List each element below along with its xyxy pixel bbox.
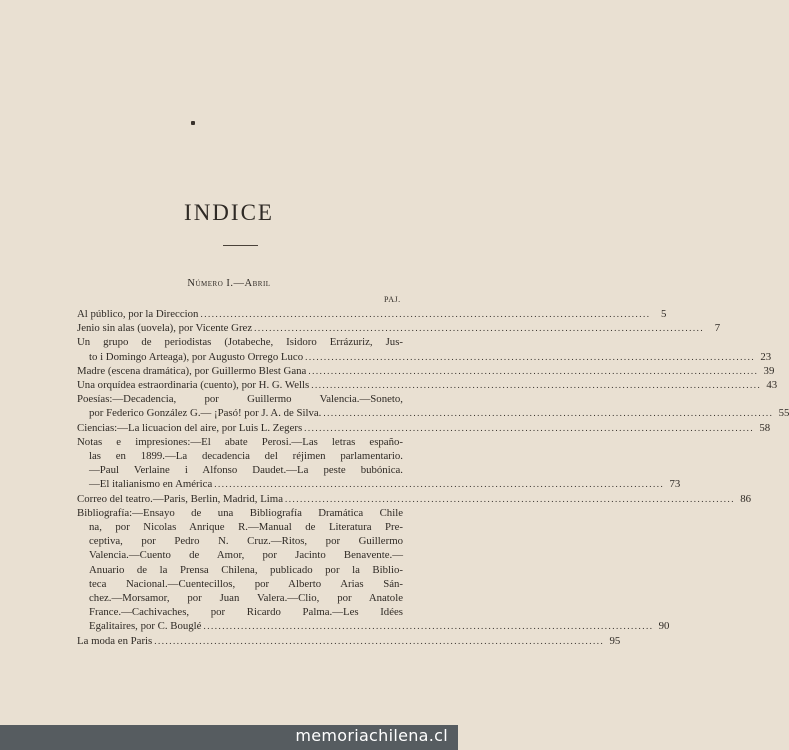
page-number: 43 bbox=[766, 379, 778, 392]
toc-line bbox=[77, 335, 403, 349]
toc-line bbox=[77, 548, 403, 562]
index-title: INDICE bbox=[184, 200, 274, 225]
page-number: 95 bbox=[609, 634, 621, 647]
entry-text: na, por Nicolas Anrique R.—Manual de Literatura Pre- bbox=[89, 521, 403, 534]
entry-text: —Paul Verlaine i Alfonso Daudet.—La peste bubónica. bbox=[89, 464, 403, 477]
dot-leader: ........................................................................................................................ bbox=[203, 621, 654, 632]
toc-line bbox=[77, 321, 721, 335]
entry-text: Anuario de la Prensa Chilena, publicado por la Biblio- bbox=[89, 563, 403, 576]
dot-leader: ........................................................................................................................ bbox=[154, 635, 605, 646]
entry-text: Valencia.—Cuento de Amor, por Jacinto Benavente.— bbox=[89, 549, 403, 562]
toc-line bbox=[77, 577, 403, 591]
page-number: 55 bbox=[778, 407, 789, 420]
entry-text: Ciencias:—La licuacion del aire, por Luis L. Zegers bbox=[77, 421, 303, 434]
entry-text: France.—Cachivaches, por Ricardo Palma.—Les Idées bbox=[89, 606, 403, 619]
page-number: 86 bbox=[740, 492, 751, 505]
toc-line bbox=[77, 350, 772, 364]
dot-leader: ........................................................................................................................ bbox=[323, 408, 774, 419]
entry-text: Poesías:—Decadencia, por Guillermo Valencia.—Soneto, bbox=[77, 393, 403, 406]
dot-leader: ........................................................................................................................ bbox=[304, 422, 755, 433]
dot-leader: ........................................................................................................................ bbox=[311, 380, 762, 391]
toc-line bbox=[77, 421, 771, 435]
toc-entry bbox=[77, 492, 751, 506]
toc-line bbox=[77, 477, 681, 491]
entry-text: teca Nacional.—Cuentecillos, por Alberto Arias Sán- bbox=[89, 577, 403, 590]
entry-text: La moda en Paris bbox=[77, 634, 153, 647]
page-number: 5 bbox=[661, 308, 667, 320]
dot-leader: ........................................................................................................................ bbox=[214, 479, 665, 490]
toc-entry bbox=[77, 307, 667, 321]
site-brand[interactable]: memoriachilena.cl bbox=[295, 726, 448, 745]
toc-entry bbox=[77, 335, 772, 363]
title-rule bbox=[223, 245, 258, 246]
toc-line bbox=[77, 364, 775, 378]
toc-line bbox=[77, 563, 403, 577]
page-number: 23 bbox=[760, 350, 772, 363]
toc-line bbox=[77, 634, 621, 648]
page-column-label: PAJ. bbox=[384, 295, 401, 304]
entry-text: las en 1899.—La decadencia del réjimen parlamentario. bbox=[89, 450, 403, 463]
toc-entry bbox=[77, 421, 771, 435]
issue-number-line: Número I.—Abril bbox=[187, 278, 271, 289]
entry-text: to i Domingo Arteaga), por Augusto Orrego Luco bbox=[89, 350, 304, 363]
toc-line bbox=[77, 591, 403, 605]
toc-line bbox=[77, 506, 403, 520]
entry-text: Un grupo de periodistas (Jotabeche, Isidoro Errázuriz, Jus- bbox=[77, 336, 403, 349]
toc-line bbox=[77, 619, 670, 633]
footer-bar bbox=[0, 725, 458, 750]
page-number: 58 bbox=[759, 421, 771, 434]
toc-line bbox=[77, 307, 667, 321]
toc-entry bbox=[77, 506, 670, 634]
entry-text: Madre (escena dramática), por Guillermo Blest Gana bbox=[77, 364, 307, 377]
dot-leader: ........................................................................................................................ bbox=[305, 351, 756, 362]
dot-leader: ........................................................................................................................ bbox=[285, 493, 735, 504]
toc-line bbox=[77, 605, 403, 619]
entry-text: Jenio sin alas (uovela), por Vicente Grez bbox=[77, 322, 253, 335]
toc-line bbox=[77, 435, 403, 449]
toc-entry bbox=[77, 634, 621, 648]
page-number: 73 bbox=[669, 478, 681, 491]
entry-text: Notas e impresiones:—El abate Perosi.—Las letras españo- bbox=[77, 435, 403, 448]
toc-entry bbox=[77, 378, 778, 392]
entry-text: ceptiva, por Pedro N. Cruz.—Ritos, por Guillermo bbox=[89, 535, 403, 548]
page-number: 7 bbox=[714, 322, 721, 335]
entry-text: Al público, por la Direccion bbox=[77, 308, 199, 320]
toc-line bbox=[77, 449, 403, 463]
entry-text: Egalitaires, por C. Bouglé bbox=[89, 620, 202, 633]
entry-text: Bibliografía:—Ensayo de una Bibliografía Dramática Chile bbox=[77, 506, 403, 519]
page-number: 90 bbox=[658, 620, 670, 633]
toc-line bbox=[77, 378, 778, 392]
ink-dot bbox=[191, 121, 195, 125]
page-number: 39 bbox=[763, 364, 775, 377]
entry-text: Correo del teatro.—Paris, Berlin, Madrid, Lima bbox=[77, 492, 283, 505]
entry-text: —El italianismo en América bbox=[89, 478, 213, 491]
toc-line bbox=[77, 534, 403, 548]
toc-line bbox=[77, 406, 789, 420]
toc-line bbox=[77, 520, 403, 534]
entry-text: Una orquídea estraordinaria (cuento), por H. G. Wells bbox=[77, 379, 310, 392]
toc-line bbox=[77, 392, 403, 406]
dot-leader: ........................................................................................................................ bbox=[200, 309, 651, 319]
toc-line bbox=[77, 492, 751, 506]
toc-entry bbox=[77, 364, 775, 378]
toc-entry bbox=[77, 435, 681, 492]
entry-text: por Federico González G.— ¡Pasó! por J. A. de Silva. bbox=[89, 407, 322, 420]
table-of-contents bbox=[77, 307, 789, 648]
toc-line bbox=[77, 463, 403, 477]
dot-leader: ........................................................................................................................ bbox=[308, 365, 759, 376]
toc-entry bbox=[77, 392, 789, 420]
entry-text: chez.—Morsamor, por Juan Valera.—Clio, por Anatole bbox=[89, 592, 403, 605]
toc-entry bbox=[77, 321, 721, 335]
dot-leader: ........................................................................................................................ bbox=[254, 323, 705, 334]
